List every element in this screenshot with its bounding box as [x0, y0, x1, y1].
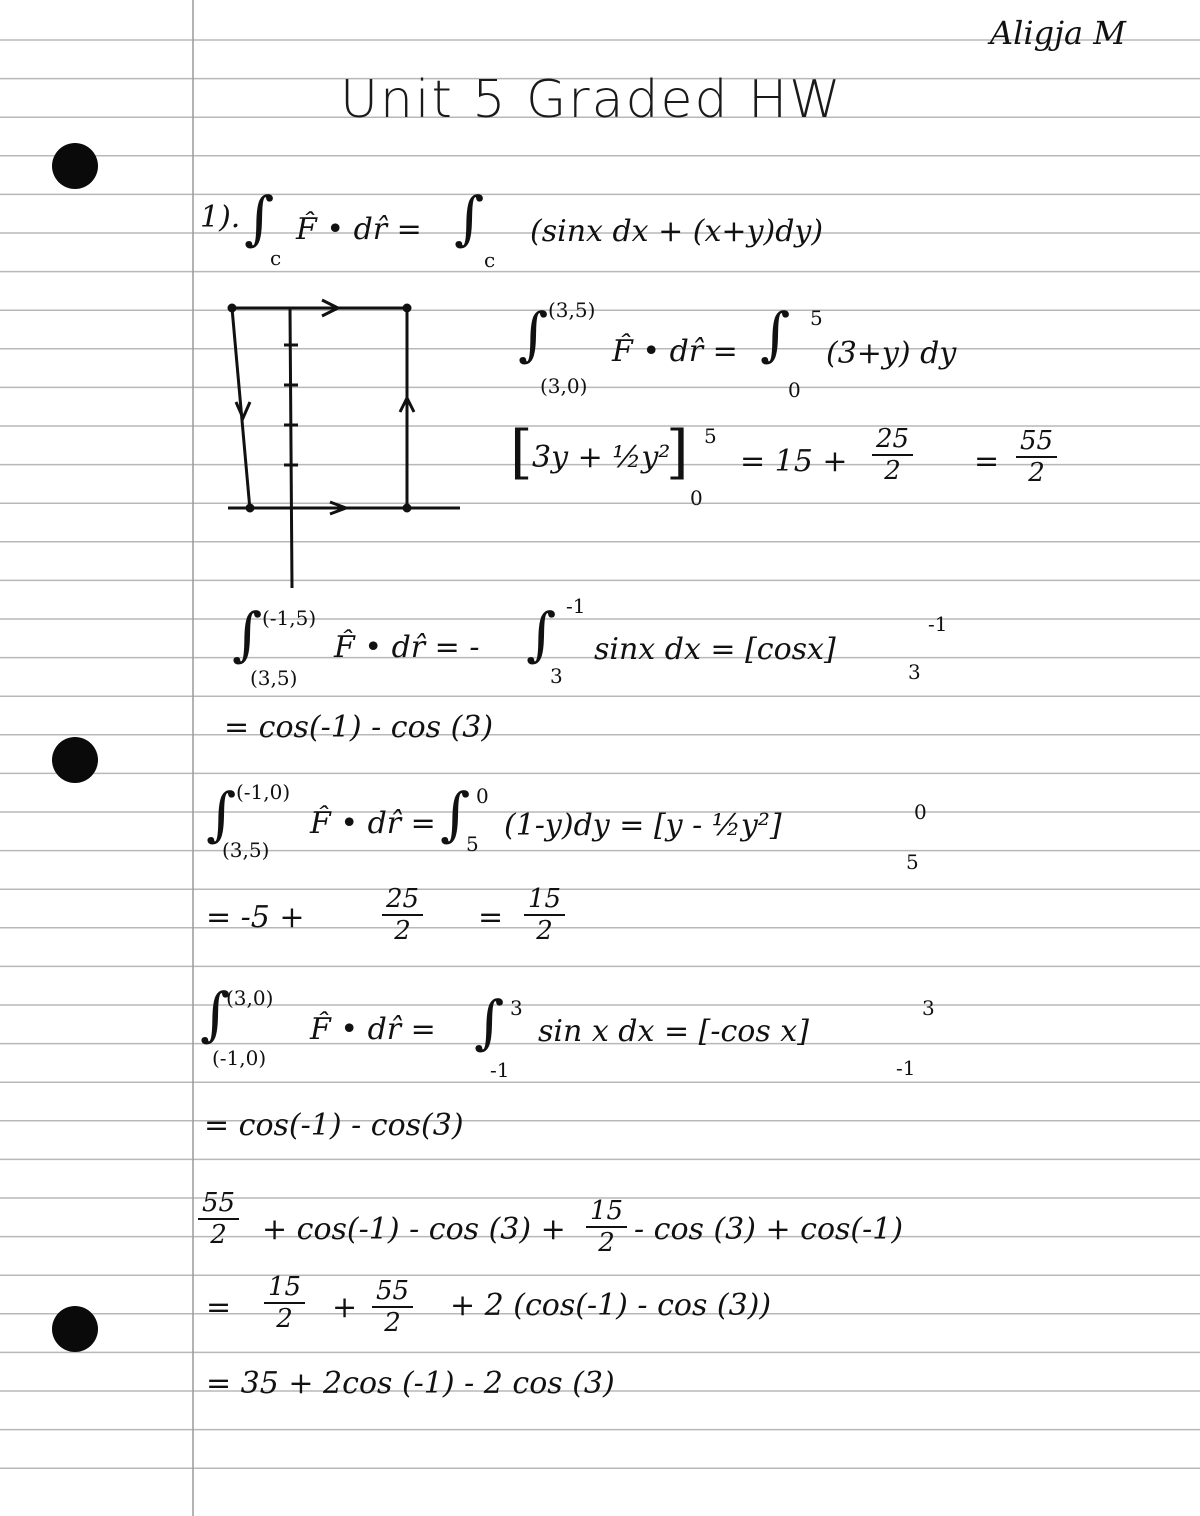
fraction: [1016, 426, 1057, 488]
integral-lower: (-1,0): [212, 1046, 267, 1070]
denominator: 2: [384, 1308, 401, 1338]
path-sketch: [228, 300, 460, 588]
eval-lower: 3: [908, 660, 921, 684]
integral-upper: (-1,0): [236, 780, 291, 804]
integral-lower: (3,5): [222, 838, 270, 862]
integral-upper: 0: [476, 784, 489, 808]
integral-sub: c: [484, 248, 496, 272]
bracket-open: [: [510, 418, 533, 486]
numerator: 55: [372, 1276, 413, 1308]
integral-sign: ∫: [200, 980, 231, 1048]
integral-lower: 0: [788, 378, 801, 402]
fraction: [872, 424, 913, 486]
arrow-left: [236, 402, 250, 418]
eval-lower: 0: [690, 486, 703, 510]
eval-upper: 0: [914, 800, 927, 824]
numerator: 25: [872, 424, 913, 456]
integral-lower: 5: [466, 832, 479, 856]
binder-hole-top: [52, 143, 98, 189]
integral-sign: ∫: [454, 184, 485, 252]
sum-line1-tail: - cos (3) + cos(-1): [634, 1212, 904, 1247]
eval-lower: 5: [906, 850, 919, 874]
equals: =: [206, 1290, 232, 1325]
binder-hole-middle: [52, 737, 98, 783]
fraction: [198, 1188, 239, 1250]
denominator: 2: [394, 916, 411, 946]
author-name: Aligja M: [990, 14, 1126, 52]
integral-sub: c: [270, 246, 282, 270]
integral-upper: -1: [566, 594, 586, 618]
seg4-result: = cos(-1) - cos(3): [204, 1108, 464, 1143]
integral-sign: ∫: [440, 780, 471, 848]
eval-upper: 5: [704, 424, 717, 448]
integral-upper: 3: [510, 996, 523, 1020]
numerator: 15: [264, 1272, 305, 1304]
eval-upper: 3: [922, 996, 935, 1020]
seg2-lhs: F̂ • dr̂ = -: [334, 630, 480, 665]
line1-rhs: (sinx dx + (x+y)dy): [530, 214, 824, 249]
numerator: 55: [1016, 426, 1057, 458]
fraction: [372, 1276, 413, 1338]
y-axis: [290, 308, 292, 588]
bracket-close: ]: [666, 418, 689, 486]
integral-lower: 3: [550, 664, 563, 688]
integral-lower: (3,0): [540, 374, 588, 398]
equals: =: [974, 444, 1000, 479]
integral-sign: ∫: [474, 988, 505, 1056]
seg2-result: = cos(-1) - cos (3): [224, 710, 494, 745]
fraction: [264, 1272, 305, 1334]
numerator: 15: [586, 1196, 627, 1228]
numerator: 15: [524, 884, 565, 916]
seg3-step: = -5 +: [206, 900, 305, 935]
eval-upper: -1: [928, 612, 948, 636]
fraction: [586, 1196, 627, 1258]
denominator: 2: [210, 1220, 227, 1250]
denominator: 2: [884, 456, 901, 486]
numerator: 25: [382, 884, 423, 916]
integral-sign: ∫: [518, 300, 549, 368]
seg3-lhs: F̂ • dr̂ =: [310, 806, 436, 841]
numerator: 55: [198, 1188, 239, 1220]
binder-hole-bottom: [52, 1306, 98, 1352]
integral-sign: ∫: [760, 300, 791, 368]
line1-lhs: F̂ • dr̂ =: [296, 212, 422, 247]
denominator: 2: [1028, 458, 1045, 488]
integral-upper: (3,5): [548, 298, 596, 322]
integral-lower: -1: [490, 1058, 510, 1082]
integral-lower: (3,5): [250, 666, 298, 690]
plus: +: [332, 1290, 358, 1325]
integral-sign: ∫: [526, 600, 557, 668]
denominator: 2: [276, 1304, 293, 1334]
sum-line1: + cos(-1) - cos (3) +: [262, 1212, 566, 1247]
integral-upper: 5: [810, 306, 823, 330]
seg4-integrand: sin x dx = [-cos x]: [538, 1014, 809, 1049]
integral-sign: ∫: [232, 600, 263, 668]
seg3-integrand: (1-y)dy = [y - ½y²]: [504, 808, 782, 843]
fraction: [382, 884, 423, 946]
integral-sign: ∫: [206, 780, 237, 848]
denominator: 2: [536, 916, 553, 946]
integral-sign: ∫: [244, 184, 275, 252]
seg1-antiderivative: 3y + ½y²: [532, 440, 671, 475]
integral-upper: (-1,5): [262, 606, 317, 630]
eval-lower: -1: [896, 1056, 916, 1080]
final-answer: = 35 + 2cos (-1) - 2 cos (3): [206, 1366, 615, 1401]
path-top-right: [232, 308, 407, 510]
seg1-eval: = 15 +: [740, 444, 848, 479]
seg2-integrand: sinx dx = [cosx]: [594, 632, 836, 667]
denominator: 2: [598, 1228, 615, 1258]
equals: =: [478, 900, 504, 935]
page-title: Unit 5 Graded HW: [340, 70, 843, 130]
problem-number: 1).: [200, 200, 241, 235]
fraction: [524, 884, 565, 946]
integral-upper: (3,0): [226, 986, 274, 1010]
seg4-lhs: F̂ • dr̂ =: [310, 1012, 436, 1047]
seg1-integrand: (3+y) dy: [826, 336, 957, 371]
seg1-lhs: F̂ • dr̂ =: [612, 334, 738, 369]
sum-line2-tail: + 2 (cos(-1) - cos (3)): [450, 1288, 772, 1323]
